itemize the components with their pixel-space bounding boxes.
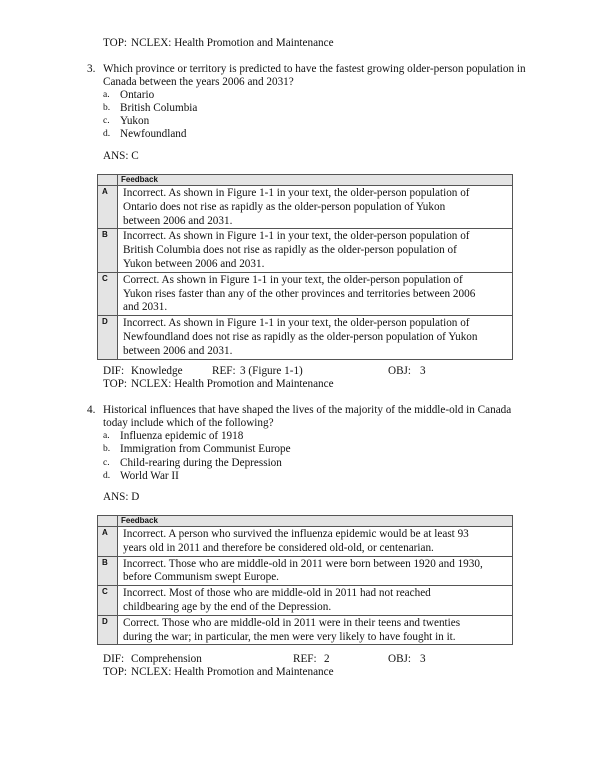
feedback-key: B [102,230,108,240]
top-value: NCLEX: Health Promotion and Maintenance [131,378,334,390]
feedback-header: Feedback [121,175,158,184]
option-text-d: World War II [120,470,179,482]
feedback-text: Incorrect. Those who are middle-old in 2011 were born between 1920 and 1930, before Communism swept Europe. [118,556,513,586]
feedback-text: Incorrect. A person who survived the influenza epidemic would be at least 93 years old in 2011 and therefore be considered old-old, or centenarian. [118,527,513,557]
top-value: NCLEX: Health Promotion and Maintenance [131,666,334,678]
feedback-header-row [98,175,513,186]
answer-key: ANS: C [103,150,139,162]
ref-label: REF: [212,365,236,377]
feedback-text: Incorrect. As shown in Figure 1-1 in your text, the older-person population of Newfoundland does not rise as rapidly as the older-person population of Yukon between 2006 and 2031. [118,316,513,359]
feedback-row [98,186,513,229]
top-label: TOP: [103,666,128,678]
option-letter-a: a. [103,90,110,100]
option-text-a: Influenza epidemic of 1918 [120,430,244,442]
dif-label: DIF: [103,653,125,665]
option-text-c: Yukon [120,115,150,127]
feedback-key: A [102,187,108,196]
top-value: NCLEX: Health Promotion and Maintenance [131,37,334,49]
option-letter-d: d. [103,471,111,481]
question-number: 4. [87,404,96,416]
feedback-table [97,515,513,645]
option-letter-b: b. [103,444,111,454]
top-label: TOP: [103,37,128,49]
dif-value: Knowledge [131,365,183,377]
feedback-row [98,229,513,272]
question-stem-line2: today include which of the following? [103,417,274,429]
feedback-row [98,527,513,557]
obj-value: 3 [420,653,426,665]
ref-value: 2 [324,653,330,665]
feedback-text: Correct. Those who are middle-old in 2011 were in their teens and twenties during the war; in particular, the men were very likely to have fought in it. [118,615,513,645]
feedback-key: A [102,528,108,537]
answer-key: ANS: D [103,491,140,503]
feedback-text: Correct. As shown in Figure 1-1 in your text, the older-person population of Yukon rises faster than any of the other provinces and territories between 2006 and 2031. [118,272,513,315]
feedback-row [98,316,513,359]
question-stem-line1: Which province or territory is predicted to have the fastest growing older-person population in [103,63,526,75]
feedback-row [98,556,513,586]
feedback-row [98,615,513,645]
obj-label: OBJ: [388,653,412,665]
feedback-row [98,272,513,315]
dif-value: Comprehension [131,653,202,665]
option-text-a: Ontario [120,89,155,101]
option-letter-b: b. [103,103,111,113]
option-text-b: British Columbia [120,102,198,114]
question-number: 3. [87,63,96,75]
feedback-text: Incorrect. As shown in Figure 1-1 in your text, the older-person population of Ontario does not rise as rapidly as the older-person population of Yukon between 2006 and 2031. [118,186,513,229]
feedback-key: B [102,557,108,567]
option-text-c: Child-rearing during the Depression [120,457,282,469]
option-letter-c: c. [103,116,110,126]
option-letter-c: c. [103,458,110,468]
feedback-key: D [102,616,108,626]
feedback-text: Incorrect. Most of those who are middle-old in 2011 had not reached childbearing age by the end of the Depression. [118,586,513,616]
feedback-row [98,586,513,616]
option-letter-a: a. [103,431,110,441]
obj-label: OBJ: [388,365,412,377]
feedback-text: Incorrect. As shown in Figure 1-1 in your text, the older-person population of British Columbia does not rise as rapidly as the older-person population of Yukon between 2006 and 2031. [118,229,513,272]
option-text-b: Immigration from Communist Europe [120,443,291,455]
option-text-d: Newfoundland [120,128,187,140]
top-label: TOP: [103,378,128,390]
feedback-key: C [102,273,108,283]
option-letter-d: d. [103,129,111,139]
feedback-key: D [102,317,108,327]
ref-value: 3 (Figure 1-1) [240,365,303,377]
ref-label: REF: [293,653,317,665]
question-stem-line2: Canada between the years 2006 and 2031? [103,76,294,88]
obj-value: 3 [420,365,426,377]
question-stem-line1: Historical influences that have shaped the lives of the majority of the middle-old in Canada [103,404,512,416]
feedback-header-row [98,516,513,527]
feedback-table [97,174,513,360]
feedback-key: C [102,587,108,597]
feedback-header: Feedback [121,516,158,525]
dif-label: DIF: [103,365,125,377]
